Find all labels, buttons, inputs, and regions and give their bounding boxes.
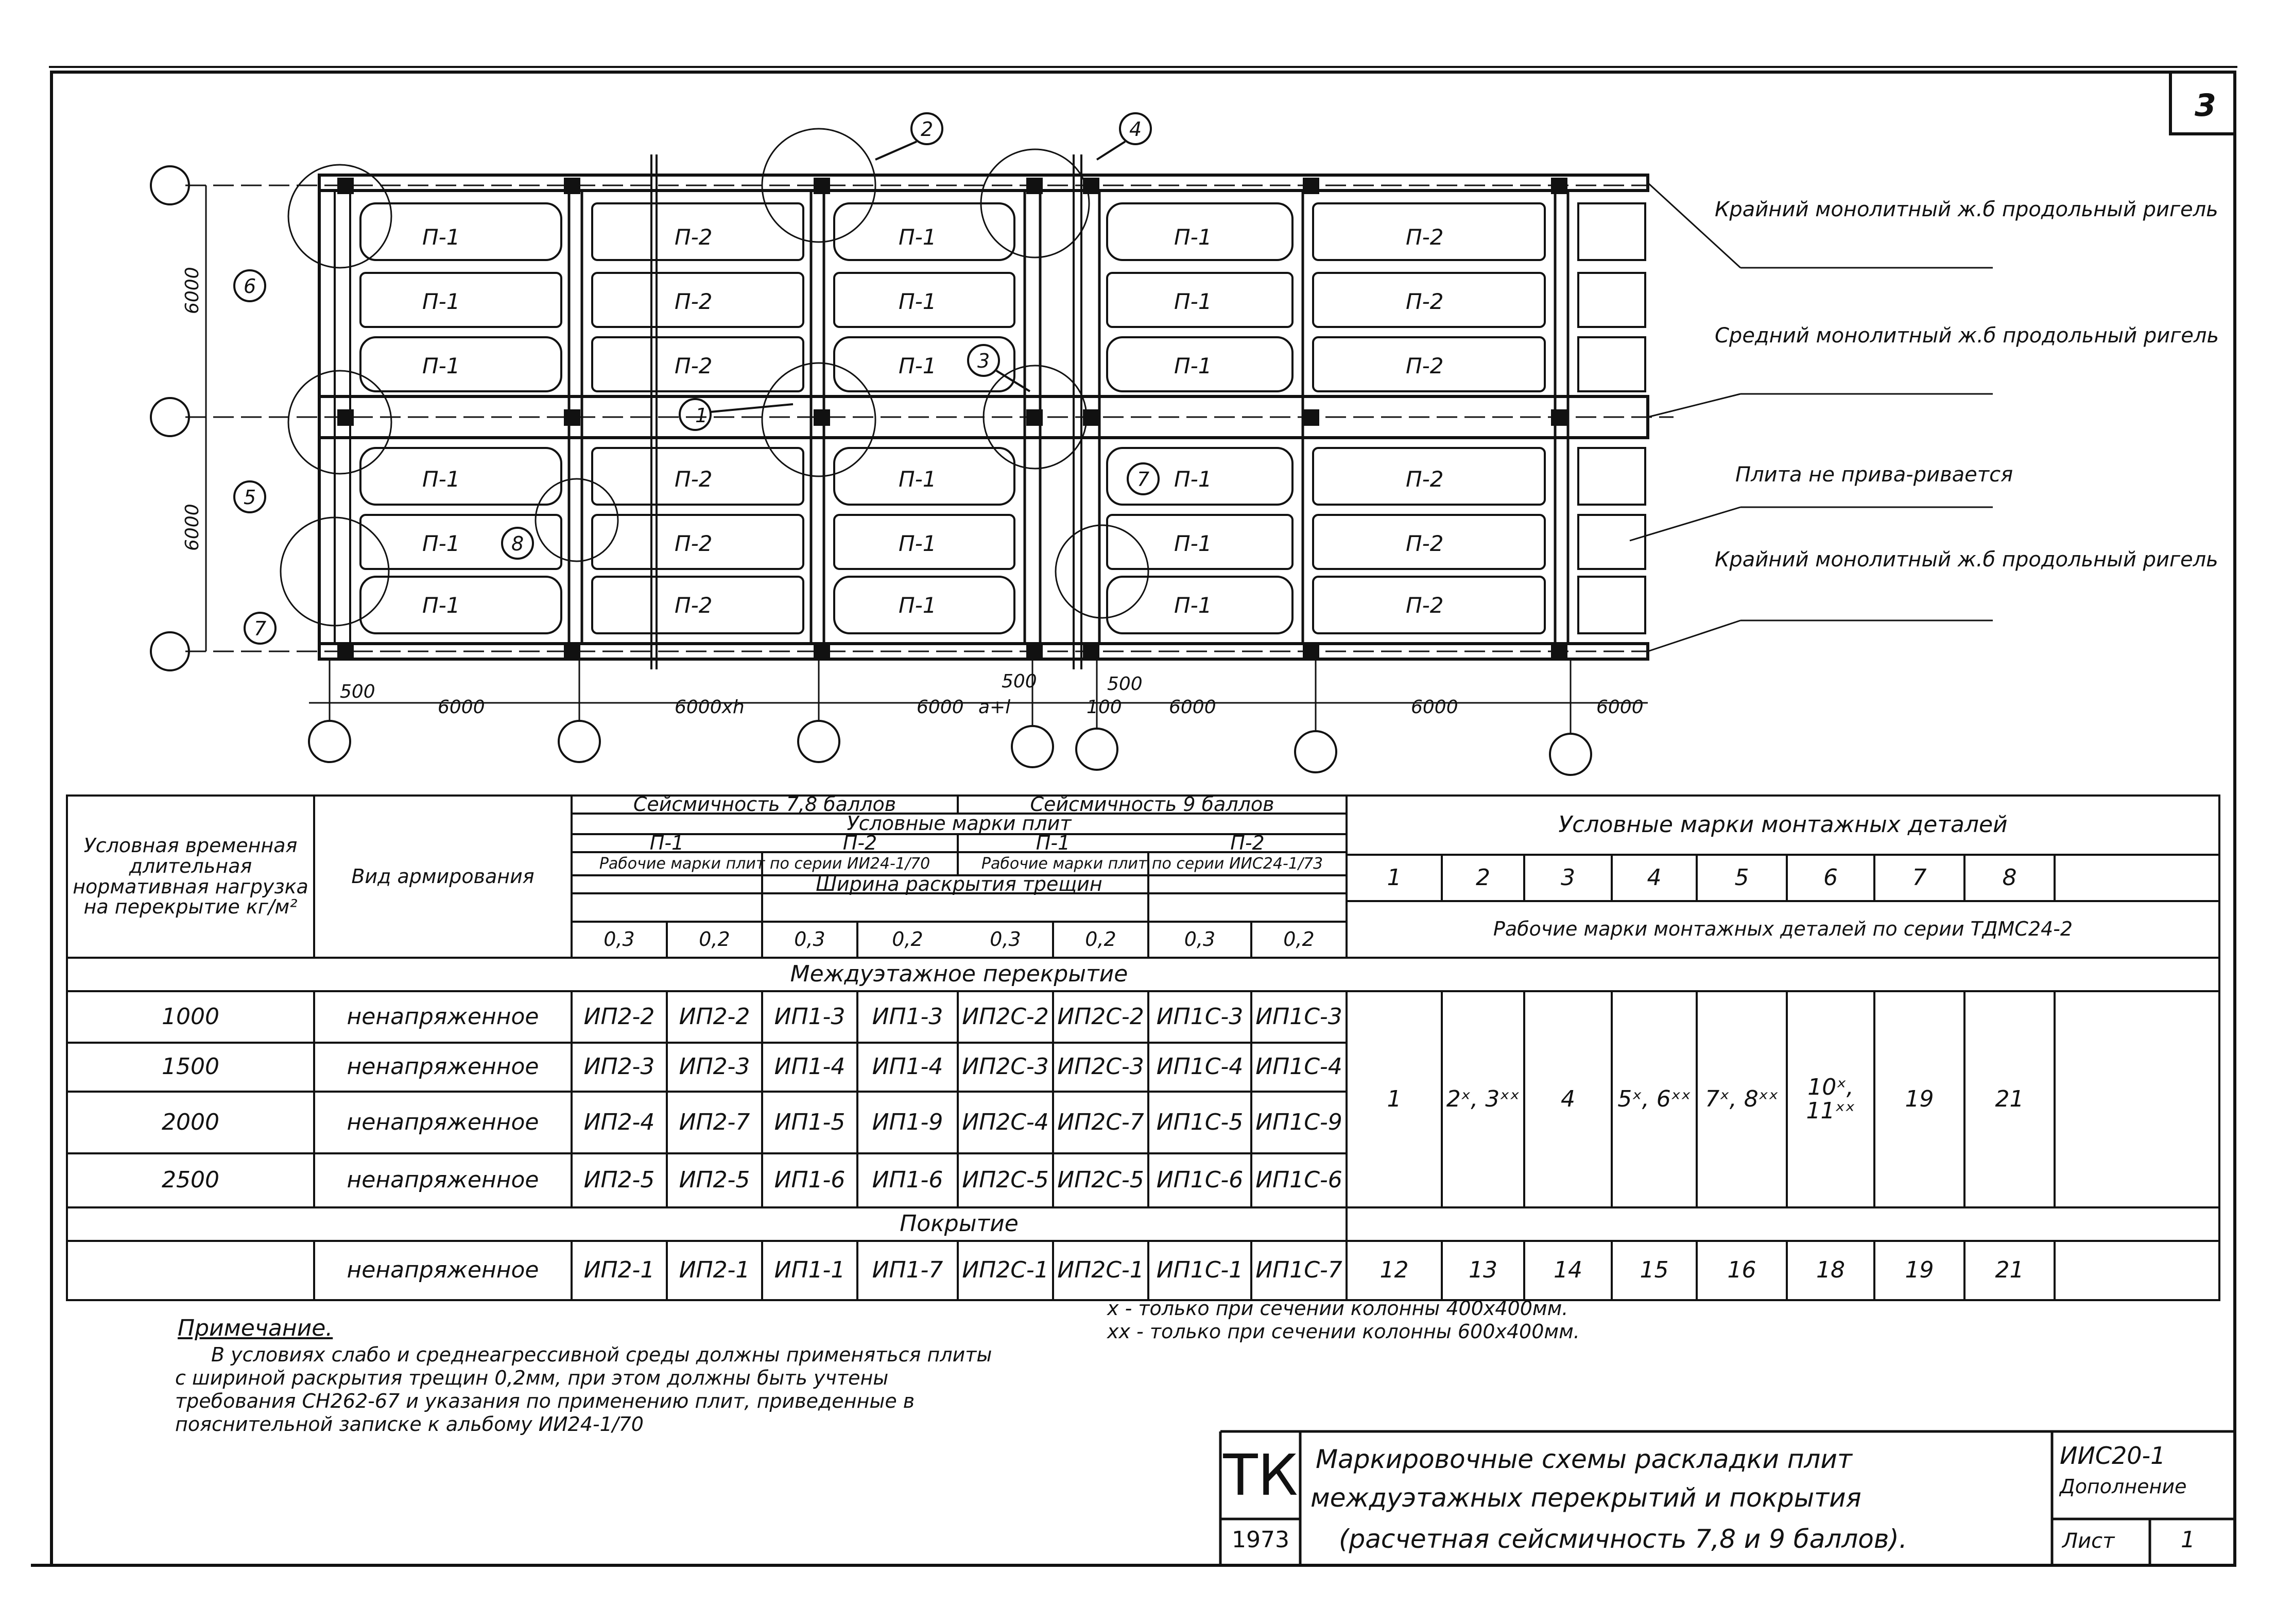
detail-num: 2 xyxy=(1476,864,1490,891)
row-mark: ИП2С-5 xyxy=(962,1167,1049,1194)
row-mark: ИП2С-2 xyxy=(1057,1003,1144,1030)
svg-text:Плита не привa-ривается: Плита не привa-ривается xyxy=(1735,463,2013,487)
row-mark: ИП2-2 xyxy=(679,1003,750,1030)
stamp-title-2: междуэтажных перекрытий и покрытия xyxy=(1311,1483,1861,1513)
header-detail-series: Рабочие марки монтажных деталей по серии ТДМС24-2 xyxy=(1493,918,2073,941)
row-mark: ИП2С-5 xyxy=(1057,1167,1144,1194)
roof-detail: 21 xyxy=(1995,1257,2024,1284)
stamp-year: 1973 xyxy=(1232,1527,1289,1553)
svg-text:П-2: П-2 xyxy=(1406,467,1444,492)
section-roof: Покрытие xyxy=(900,1211,1019,1237)
roof-mark: ИП1-1 xyxy=(774,1257,846,1284)
crack-val: 0,3 xyxy=(604,928,635,951)
svg-text:6000: 6000 xyxy=(182,267,203,314)
floor-detail: 1 xyxy=(1387,1085,1402,1112)
roof-detail: 18 xyxy=(1816,1257,1845,1284)
row-mark: ИП1С-3 xyxy=(1156,1003,1244,1030)
svg-text:2: 2 xyxy=(921,118,934,141)
row-type: ненапряженное xyxy=(347,1053,539,1080)
svg-text:П-2: П-2 xyxy=(675,531,713,556)
stamp-addition: Дополнение xyxy=(2060,1475,2187,1498)
row-mark: ИП1-6 xyxy=(872,1167,943,1194)
svg-text:П-1: П-1 xyxy=(1174,531,1212,556)
svg-text:П-2: П-2 xyxy=(675,467,713,492)
section-floor: Междуэтажное перекрытие xyxy=(790,961,1128,988)
crack-val: 0,3 xyxy=(1184,928,1216,951)
svg-text:6000: 6000 xyxy=(917,697,964,718)
svg-text:П-2: П-2 xyxy=(675,353,713,378)
svg-text:500: 500 xyxy=(1107,673,1143,695)
svg-text:1: 1 xyxy=(695,404,708,427)
slab-outlines xyxy=(360,203,1645,633)
svg-text:8: 8 xyxy=(511,532,524,555)
svg-text:4: 4 xyxy=(1129,118,1142,141)
roof-mark: ИП1С-7 xyxy=(1255,1257,1342,1284)
floor-detail: 19 xyxy=(1905,1085,1934,1112)
roof-type: ненапряженное xyxy=(347,1257,539,1284)
header-series-78: Рабочие марки плит по серии ИИ24-1/70 xyxy=(599,854,930,873)
svg-text:6000: 6000 xyxy=(1411,697,1458,718)
row-load: 1500 xyxy=(162,1053,219,1080)
svg-text:500: 500 xyxy=(1002,671,1037,692)
header-p1-b: П-1 xyxy=(1036,831,1071,854)
detail-num: 6 xyxy=(1823,864,1838,891)
row-mark: ИП2С-2 xyxy=(962,1003,1049,1030)
crack-val: 0,2 xyxy=(699,928,730,951)
row-mark: ИП1-4 xyxy=(872,1053,943,1080)
floor-detail: 4 xyxy=(1561,1085,1575,1112)
header-load: Условная временная длительная нормативная нагрузка на перекрытие кг/м² xyxy=(73,834,308,919)
row-mark: ИП2-3 xyxy=(583,1053,655,1080)
row-type: ненапряженное xyxy=(347,1109,539,1135)
detail-num: 1 xyxy=(1387,864,1402,891)
svg-text:6000: 6000 xyxy=(438,697,485,718)
svg-text:3: 3 xyxy=(977,350,990,372)
detail-num: 7 xyxy=(1912,864,1927,891)
roof-detail: 13 xyxy=(1469,1257,1497,1284)
row-mark: ИП2-4 xyxy=(583,1109,655,1135)
stamp-sheet-number: 1 xyxy=(2181,1527,2195,1553)
row-load: 1000 xyxy=(162,1003,219,1030)
row-mark: ИП1С-4 xyxy=(1255,1053,1342,1080)
svg-text:Средний монолитный ж.б продоль: Средний монолитный ж.б продольный ригель xyxy=(1715,324,2219,348)
svg-text:П-1: П-1 xyxy=(1174,593,1212,618)
roof-mark: ИП1С-1 xyxy=(1156,1257,1244,1284)
svg-text:П-1: П-1 xyxy=(422,224,460,250)
header-p2-b: П-2 xyxy=(1230,831,1265,854)
row-mark: ИП1-5 xyxy=(774,1109,846,1135)
sheet-number: 3 xyxy=(2195,88,2216,124)
header-series-9: Рабочие марки плит по серии ИИС24-1/73 xyxy=(981,854,1323,873)
svg-text:500: 500 xyxy=(340,681,375,702)
floor-detail: 2ˣ, 3ˣˣ xyxy=(1446,1085,1520,1112)
notes-line: пояснительной записке к альбому ИИ24-1/70 xyxy=(175,1413,644,1436)
svg-text:П-1: П-1 xyxy=(899,353,937,378)
row-mark: ИП1С-3 xyxy=(1255,1003,1342,1030)
svg-text:П-2: П-2 xyxy=(1406,289,1444,314)
roof-detail: 19 xyxy=(1905,1257,1934,1284)
svg-text:7: 7 xyxy=(254,617,267,640)
svg-text:П-1: П-1 xyxy=(1174,224,1212,250)
row-mark: ИП1С-5 xyxy=(1156,1109,1244,1135)
svg-text:a+l: a+l xyxy=(978,697,1011,718)
row-mark: ИП1-4 xyxy=(774,1053,846,1080)
svg-text:6000xh: 6000xh xyxy=(675,697,745,718)
row-load: 2000 xyxy=(162,1109,219,1135)
floor-detail: 7ˣ, 8ˣˣ xyxy=(1705,1085,1779,1112)
row-mark: ИП2-3 xyxy=(679,1053,750,1080)
crack-val: 0,2 xyxy=(1283,928,1315,951)
crack-val: 0,2 xyxy=(1085,928,1116,951)
crack-val: 0,3 xyxy=(990,928,1021,951)
svg-text:П-2: П-2 xyxy=(675,224,713,250)
row-mark: ИП2-2 xyxy=(583,1003,655,1030)
svg-text:П-2: П-2 xyxy=(675,289,713,314)
tk-logo: ТК xyxy=(1223,1442,1298,1508)
notes-line: с шириной раскрытия трещин 0,2мм, при этом должны быть учтены xyxy=(175,1367,889,1389)
roof-mark: ИП2С-1 xyxy=(1057,1257,1144,1284)
row-type: ненапряженное xyxy=(347,1167,539,1194)
row-mark: ИП2С-3 xyxy=(962,1053,1049,1080)
row-mark: ИП1С-6 xyxy=(1255,1167,1342,1194)
svg-text:7: 7 xyxy=(1137,468,1150,491)
header-p1-a: П-1 xyxy=(649,831,684,854)
svg-text:П-1: П-1 xyxy=(1174,353,1212,378)
row-load: 2500 xyxy=(162,1167,219,1194)
footnote-1: х - только при сечении колонны 400х400мм. xyxy=(1107,1297,1568,1320)
roof-detail: 15 xyxy=(1640,1257,1669,1284)
header-slab-marks: Условные марки плит xyxy=(847,812,1072,835)
row-mark: ИП1С-4 xyxy=(1156,1053,1244,1080)
svg-text:П-1: П-1 xyxy=(899,224,937,250)
notes-line: требования СН262-67 и указания по применению плит, приведенные в xyxy=(175,1390,915,1412)
floor-detail: 21 xyxy=(1995,1085,2024,1112)
roof-mark: ИП2-1 xyxy=(583,1257,655,1284)
notes-title: Примечание. xyxy=(178,1315,333,1341)
svg-text:П-1: П-1 xyxy=(422,531,460,556)
header-crack-width: Ширина раскрытия трещин xyxy=(816,872,1102,895)
stamp-sheet-label: Лист xyxy=(2062,1529,2115,1553)
columns xyxy=(337,178,1567,660)
svg-text:П-1: П-1 xyxy=(1174,467,1212,492)
row-mark: ИП1-9 xyxy=(872,1109,943,1135)
svg-text:П-1: П-1 xyxy=(899,593,937,618)
detail-num: 8 xyxy=(2002,864,2017,891)
roof-mark: ИП2-1 xyxy=(679,1257,750,1284)
roof-detail: 12 xyxy=(1380,1257,1409,1284)
roof-mark: ИП2С-1 xyxy=(962,1257,1049,1284)
detail-num: 5 xyxy=(1734,864,1749,891)
svg-text:6: 6 xyxy=(244,275,256,298)
row-type: ненапряженное xyxy=(347,1003,539,1030)
header-p2-a: П-2 xyxy=(842,831,877,854)
roof-detail: 16 xyxy=(1727,1257,1756,1284)
stamp-series: ИИС20-1 xyxy=(2060,1442,2166,1470)
footnote-2: хх - только при сечении колонны 600х400мм. xyxy=(1107,1320,1580,1343)
svg-text:П-1: П-1 xyxy=(422,467,460,492)
row-mark: ИП1-3 xyxy=(872,1003,943,1030)
header-seismic-78: Сейсмичность 7,8 баллов xyxy=(633,792,896,816)
row-mark: ИП2-7 xyxy=(679,1109,750,1135)
floor-detail: 10ˣ, 11ˣˣ xyxy=(1806,1074,1855,1124)
svg-text:П-1: П-1 xyxy=(422,289,460,314)
row-mark: ИП1С-9 xyxy=(1255,1109,1342,1135)
svg-text:П-1: П-1 xyxy=(899,289,937,314)
row-mark: ИП2С-3 xyxy=(1057,1053,1144,1080)
svg-text:П-2: П-2 xyxy=(1406,353,1444,378)
svg-text:П-2: П-2 xyxy=(1406,593,1444,618)
detail-num: 4 xyxy=(1647,864,1662,891)
callout-labels xyxy=(1715,198,2219,572)
svg-text:П-2: П-2 xyxy=(1406,531,1444,556)
svg-text:Крайний монолитный ж.б продоль: Крайний монолитный ж.б продольный ригель xyxy=(1715,198,2218,221)
crack-val: 0,3 xyxy=(794,928,825,951)
stamp-title-1: Маркировочные схемы раскладки плит xyxy=(1316,1444,1852,1474)
svg-text:П-1: П-1 xyxy=(899,531,937,556)
crack-val: 0,2 xyxy=(892,928,923,951)
svg-text:Крайний монолитный ж.б продоль: Крайний монолитный ж.б продольный ригель xyxy=(1715,548,2218,572)
svg-text:6000: 6000 xyxy=(1169,697,1216,718)
stamp-title-3: (расчетная сейсмичность 7,8 и 9 баллов). xyxy=(1339,1524,1907,1554)
svg-text:5: 5 xyxy=(244,486,256,509)
row-mark: ИП1С-6 xyxy=(1156,1167,1244,1194)
row-mark: ИП2-5 xyxy=(679,1167,750,1194)
svg-text:100: 100 xyxy=(1087,697,1122,718)
roof-detail: 14 xyxy=(1554,1257,1582,1284)
floor-detail: 5ˣ, 6ˣˣ xyxy=(1617,1085,1691,1112)
row-mark: ИП1-3 xyxy=(774,1003,846,1030)
svg-text:6000: 6000 xyxy=(1596,697,1644,718)
dimension-labels xyxy=(182,267,1644,718)
svg-text:П-1: П-1 xyxy=(422,353,460,378)
row-mark: ИП2С-4 xyxy=(962,1109,1049,1135)
svg-text:П-1: П-1 xyxy=(422,593,460,618)
row-mark: ИП2С-7 xyxy=(1057,1109,1144,1135)
row-mark: ИП1-6 xyxy=(774,1167,846,1194)
svg-text:6000: 6000 xyxy=(182,504,203,551)
row-mark: ИП2-5 xyxy=(583,1167,655,1194)
roof-mark: ИП1-7 xyxy=(872,1257,943,1284)
detail-num: 3 xyxy=(1561,864,1575,891)
svg-text:П-1: П-1 xyxy=(899,467,937,492)
header-seismic-9: Сейсмичность 9 баллов xyxy=(1030,792,1274,816)
svg-text:П-2: П-2 xyxy=(675,593,713,618)
notes-line: В условиях слабо и среднеагрессивной среды должны применяться плиты xyxy=(211,1343,992,1366)
header-reinforcement: Вид армирования xyxy=(351,865,535,888)
header-detail-marks: Условные марки монтажных деталей xyxy=(1558,811,2008,838)
svg-text:П-2: П-2 xyxy=(1406,224,1444,250)
svg-text:П-1: П-1 xyxy=(1174,289,1212,314)
